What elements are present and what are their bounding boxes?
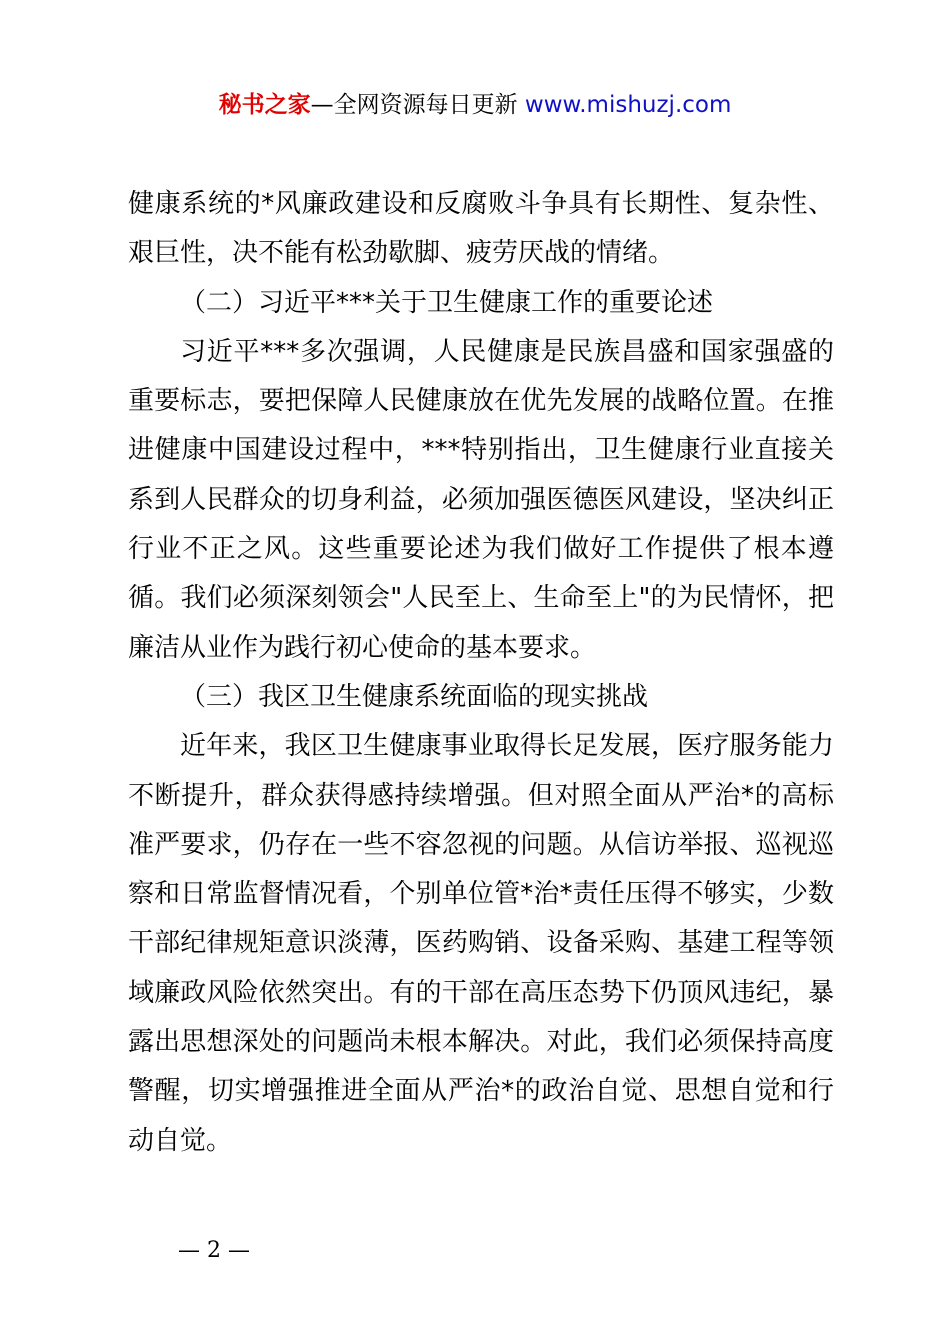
document-body — [128, 180, 834, 1166]
paragraph-xi-remarks: 习近平***多次强调，人民健康是民族昌盛和国家强盛的重要标志，要把保障人民健康放在优先发展的战略位置。在推进健康中国建设过程中，***特别指出，卫生健康行业直接关系到人民群众的切身利益，必须加强医德医风建设，坚决纠正行业不正之风。这些重要论述为我们做好工作提供了根本遵循。我们必须深刻领会"人民至上、生命至上"的为民情怀，把廉洁从业作为践行初心使命的基本要求。 — [128, 336, 834, 663]
site-header — [0, 88, 950, 122]
section-heading-3: （三）我区卫生健康系统面临的现实挑战 — [180, 681, 649, 712]
brand-name: 秘书之家 — [218, 92, 311, 118]
section-heading-2: （二）习近平***关于卫生健康工作的重要论述 — [180, 287, 714, 318]
paragraph-challenges: 近年来，我区卫生健康事业取得长足发展，医疗服务能力不断提升，群众获得感持续增强。但对照全面从严治*的高标准严要求，仍存在一些不容忽视的问题。从信访举报、巡视巡察和日常监督情况看，个别单位管*治*责任压得不够实，少数干部纪律规矩意识淡薄，医药购销、设备采购、基建工程等领域廉政风险依然突出。有的干部在高压态势下仍顶风违纪，暴露出思想深处的问题尚未根本解决。对此，我们必须保持高度警醒，切实增强推进全面从严治*的政治自觉、思想自觉和行动自觉。 — [128, 731, 834, 1156]
header-tagline: —全网资源每日更新 — [310, 92, 518, 118]
paragraph-continued: 健康系统的*风廉政建设和反腐败斗争具有长期性、复杂性、艰巨性，决不能有松劲歇脚、疲劳厌战的情绪。 — [128, 189, 834, 269]
page-number: — 2 — — [178, 1238, 250, 1263]
site-url[interactable]: www.mishuzj.com — [524, 92, 732, 118]
